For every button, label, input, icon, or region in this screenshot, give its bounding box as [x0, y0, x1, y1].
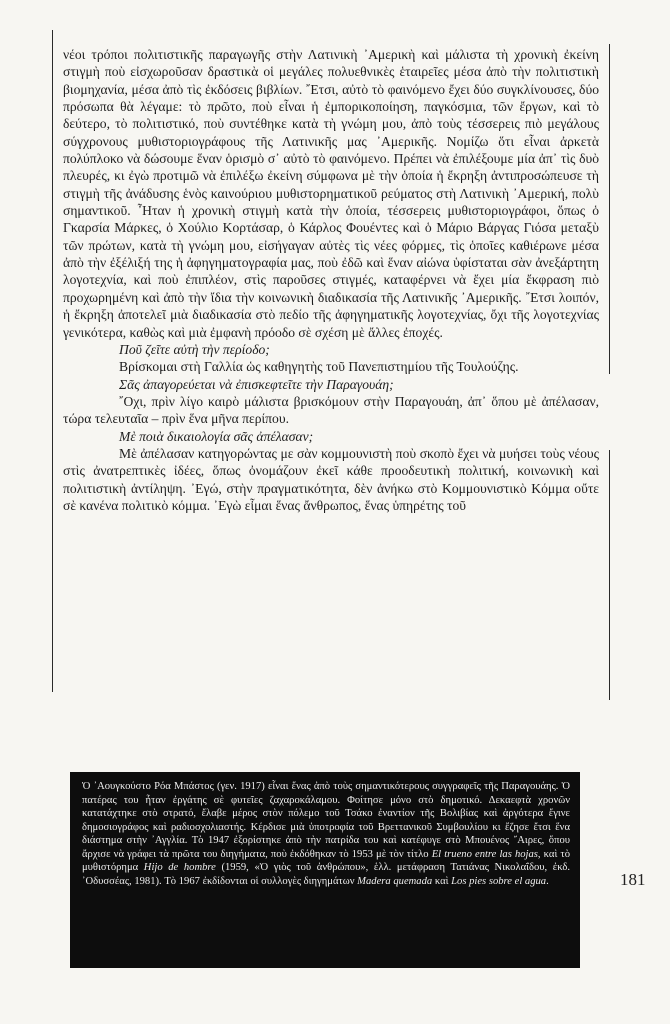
main-text-column — [63, 46, 599, 514]
bio-book-title: El trueno entre las hojas — [431, 848, 538, 860]
bio-text: Ὁ ᾿Αουγκούστο Ρόα Μπάστος (γεν. 1917) εἶναι ἕνας ἀπὸ τοὺς σημαντικότερους συγγραφεῖς τῆς Παραγουάης. Ὁ πατέρας του ἦταν ἐργάτης σὲ φυτεῖες ζαχαροκάλαμου. Φοίτησε μόνο στὸ δημοτικό. Δεκαεφτὰ χρονῶν κατατάχτηκε στὸ στρατό, ἔλαβε μέρος στὸν πόλεμο τοῦ Τσάκο ἐναντίον τῆς Βολιβίας καὶ ἀργότερα ἔγινε δημοσιογράφος καὶ ραδιοσχολιαστής. Κέρδισε μιὰ ὑποτροφία τοῦ Βρεττανικοῦ Συμβουλίου κι ἔζησε ἔτσι ἕνα διάστημα στὴν ᾿Αγγλία. Τὸ 1947 ἐξορίστηκε ἀπὸ τὴν πατρίδα του καὶ κατέφυγε στὸ Μπουένος ῎Αιρες, ὅπου ἄρχισε νὰ γράφει τὰ πρῶτα του διηγήματα, ποὺ ἐκδόθηκαν τὸ 1953 μὲ τὸν τίτλο — [82, 781, 570, 860]
interview-question: Ποῦ ζεῖτε αὐτὴ τὴν περίοδο; — [119, 341, 270, 357]
bio-book-title: Madera quemada — [357, 875, 433, 887]
interview-question: Μὲ ποιὰ δικαιολογία σᾶς ἀπέλασαν; — [119, 428, 314, 444]
interview-answer: Μὲ ἀπέλασαν κατηγορώντας με σὰν κομμουνιστὴ ποὺ σκοπὸ ἔχει νὰ μυήσει τοὺς νέους στὶς ἀνατρεπτικὲς ἰδέες, ὅπως ὀνομάζουν ἐκεῖ κάθε προοδευτικὴ πολιτική, κοινωνικὴ καὶ πολιτιστικὴ ἀντίληψη. ᾿Εγώ, στὴν πραγματικότητα, δὲν ἀνήκω στὸ Κομμουνιστικὸ Κόμμα οὔτε σὲ κανένα πολιτικὸ κόμμα. ᾿Εγὼ εἶμαι ἕνας ἄνθρωπος, ἕνας ὑπηρέτης τοῦ — [63, 445, 599, 513]
bio-text: . — [546, 875, 549, 887]
bio-book-title: Los pies sobre el agua — [451, 875, 547, 887]
interview-answer: ῎Οχι, πρὶν λίγο καιρὸ μάλιστα βρισκόμουν στὴν Παραγουάη, ἀπ᾿ ὅπου μὲ ἀπέλασαν, τώρα τελευταῖα – πρὶν ἕνα μῆνα περίπου. — [63, 393, 599, 427]
interview-question: Σᾶς ἀπαγορεύεται νὰ ἐπισκεφτεῖτε τὴν Παραγουάη; — [119, 376, 394, 392]
bio-text: (1959, «Ὁ γιὸς τοῦ ἀνθρώπου», ἑλλ. μετάφραση Τατιάνας Νικολαΐδου, ἐκδ. ᾿Οδυσσέας, 1981). Τὸ 1967 ἐκδίδονται οἱ συλλογὲς διηγημάτων — [82, 862, 570, 887]
page-number: 181 — [620, 870, 646, 889]
interview-answer: Βρίσκομαι στὴ Γαλλία ὡς καθηγητὴς τοῦ Πανεπιστημίου τῆς Τουλούζης. — [119, 359, 519, 375]
left-margin-rule — [52, 30, 53, 692]
bio-text: καὶ — [432, 875, 452, 887]
bio-book-title: Hijo de hombre — [143, 862, 216, 873]
right-margin-rule — [609, 44, 610, 374]
bio-text: , καὶ τὸ μυθιστόρημα — [82, 848, 570, 873]
right-margin-rule-lower — [609, 450, 610, 700]
body-paragraph: νέοι τρόποι πολιτιστικῆς παραγωγῆς στὴν Λατινικὴ ᾿Αμερικὴ καὶ μάλιστα τὴ χρονικὴ ἐκείνη στιγμὴ ποὺ εἰσχωροῦσαν δραστικὰ οἱ μεγάλες πολυεθνικὲς ἑταιρεῖες μέσα ἀπὸ τὴν πολιτιστικὴ βιομηχανία, μέσα ἀπὸ τὶς ἐκδόσεις βιβλίων. ῎Ετσι, αὐτὸ τὸ φαινόμενο ἔχει δύο συγκλίνουσες, δύο πρόσωπα θὰ λέγαμε: τὸ πρῶτο, ποὺ εἶναι ἡ ἐμπορικοποίηση, παγκόσμια, τῶν ἔργων, καὶ τὸ δεύτερο, τὸ πολιτιστικό, ποὺ συντέθηκε κατὰ τὴ γνώμη μου, ἀπὸ τοὺς τέσσερεις πιὸ μεγάλους σύγχρονους μυθιστοριογράφους τῆς Λατινικῆς μας ᾿Αμερικῆς. Νομίζω ὅτι εἶναι ἀρκετὰ πολύπλοκο νὰ δώσουμε ἕναν ὁρισμὸ σ᾿ αὐτὸ τὸ φαινόμενο. Πρέπει νὰ ἐπιλέξουμε μία ἀπ᾿ τὶς δυὸ πλευρές, κι ἐγὼ προτιμῶ νὰ ἐπιλέξω ἐκείνη σύμφωνα μὲ τὴν ὁποία ἡ ἔκρηξη ἀντιπροσώπευσε τὴ στιγμὴ τῆς ἀνάδυσης ἑνὸς καινούριου μυθιστορηματικοῦ ρεύματος στὴ Λατινικὴ ᾿Αμερική, πολὺ σημαντικοῦ. ῏Ηταν ἡ χρονικὴ στιγμὴ κατὰ τὴν ὁποία, τέσσερεις μυθιστοριογράφοι, ὅπως ὁ Γκαρσία Μάρκες, ὁ Χούλιο Κορτάσαρ, ὁ Κάρλος Φουέντες καὶ ὁ Μάριο Βάργας Γιόσα μεταξὺ τῶν πρώτων, κατὰ τὴ γνώμη μου, εἰσήγαγαν αὐτὲς τὶς νέες φόρμες, τὶς ὁποῖες καθιέρωνε μέσα ἀπὸ τὴν ἐξέλιξή της ἡ ἀφηγηματογραφία μας, ποὺ ἐδῶ καὶ ἕναν αἰώνα ὑφίσταται σὰν ἀνεξάρτητη λογοτεχνία, καὶ ποὺ ἐπιπλέον, στὶς παροῦσες στιγμές, καταφέρνει νὰ ἔχει μία ἔκφραση πιὸ προχωρημένη καὶ ἀπὸ τὴν ἴδια τὴν κοινωνικὴ διαδικασία τῆς Λατινικῆς ᾿Αμερικῆς. ῎Ετσι λοιπόν, ἡ ἔκρηξη ἀποτελεῖ μιὰ διαδικασία στὸ πεδίο τῆς ἀφηγηματικῆς λογοτεχνίας, ὄχι τῆς λογοτεχνίας γενικότερα, καθὼς καὶ μιὰ ἐμφανὴ πρόοδο σὲ σχέση μὲ ἄλλες ἐποχές. — [63, 47, 599, 340]
author-bio-box — [70, 772, 580, 968]
